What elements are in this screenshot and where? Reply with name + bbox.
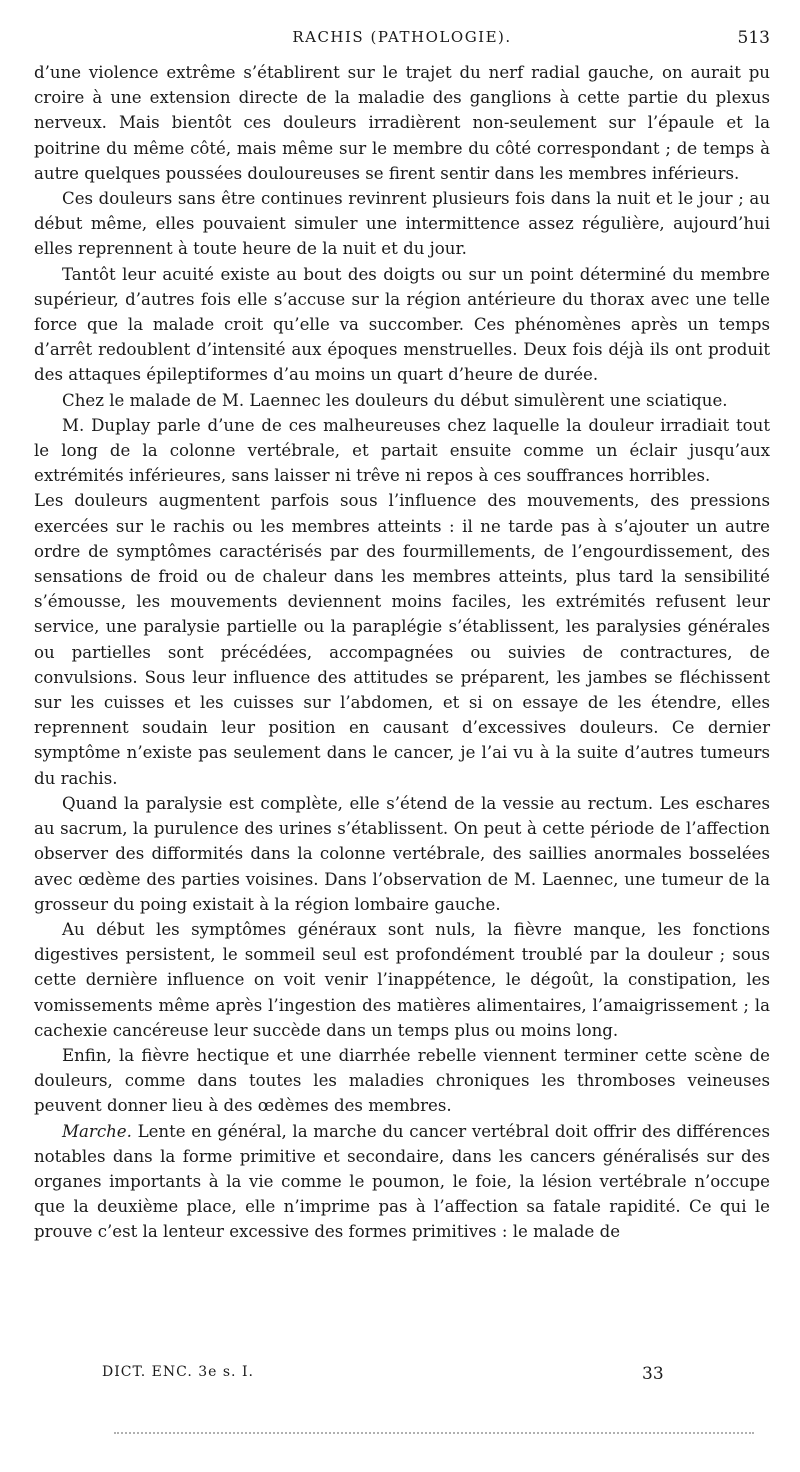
marche-heading: Marche. (62, 1121, 132, 1141)
paragraph: Enfin, la fièvre hectique et une diarrhée rebelle viennent terminer cette scène de douleurs, comme dans toutes les maladies chroniques les thromboses veineuses peuvent donner lieu à des œdèmes des membres. (34, 1045, 770, 1116)
page-number: 513 (737, 28, 770, 48)
running-head (34, 28, 770, 50)
printer-signature: DICT. ENC. 3e s. I. (102, 1364, 254, 1380)
sheet-number: 33 (642, 1364, 664, 1384)
paragraph: Au début les symptômes généraux sont nuls, la fièvre manque, les fonctions digestives persistent, le sommeil seul est profondément troublé par la douleur ; sous cette dernière influence on voit venir l’inappétence, le dégoût, la constipation, les vomissements même après l’ingestion des matières alimentaires, l’amaigrissement ; la cachexie cancéreuse leur succède dans un temps plus ou moins long. (34, 919, 770, 1040)
marche-text: Lente en général, la marche du cancer vertébral doit offrir des différences notables dans la forme primitive et secondaire, dans les cancers généralisés sur des organes importants à la vie comme le poumon, le foie, la lésion vertébrale n’occupe que la deuxième place, elle n’imprime pas à l’affection sa fatale rapidité. Ce qui le prouve c’est la lenteur excessive des formes primitives : le malade de (34, 1121, 770, 1242)
page-edge-artifact (114, 1432, 754, 1434)
paragraph: M. Duplay parle d’une de ces malheureuses chez laquelle la douleur irradiait tout le long de la colonne vertébrale, et partait ensuite comme un éclair jusqu’aux extrémités inférieures, sans laisser ni trêve ni repos à ces souffrances horribles. (34, 415, 770, 486)
marche-paragraph (34, 1119, 770, 1245)
body-text (34, 60, 770, 1245)
paragraph: Quand la paralysie est complète, elle s’étend de la vessie au rectum. Les eschares au sacrum, la purulence des urines s’établissent. On peut à cette période de l’affection observer des difformités dans la colonne vertébrale, des saillies anormales bosselées avec œdème des parties voisines. Dans l’observation de M. Laennec, une tumeur de la grosseur du poing existait à la région lombaire gauche. (34, 793, 770, 914)
running-title: RACHIS (PATHOLOGIE). (292, 28, 512, 46)
paragraph: Ces douleurs sans être continues revinrent plusieurs fois dans la nuit et le jour ; au début même, elles pouvaient simuler une intermittence assez régulière, aujourd’hui elles reprennent à toute heure de la nuit et du jour. (34, 189, 770, 259)
page-footer (34, 1364, 770, 1388)
paragraph: Chez le malade de M. Laennec les douleurs du début simulèrent une sciatique. (62, 390, 728, 410)
paragraph: Tantôt leur acuité existe au bout des doigts ou sur un point déterminé du membre supérieur, d’autres fois elle s’accuse sur la région antérieure du thorax avec une telle force que la malade croit qu’elle va succomber. Ces phénomènes après un temps d’arrêt redoublent d’intensité aux époques menstruelles. Deux fois déjà ils ont produit des attaques épileptiformes d’au moins un quart d’heure de durée. (34, 264, 770, 385)
book-page (34, 0, 770, 1472)
paragraph: Les douleurs augmentent parfois sous l’influence des mouvements, des pressions exercées sur le rachis ou les membres atteints : il ne tarde pas à s’ajouter un autre ordre de symptômes caractérisés par des fourmillements, de l’engourdissement, des sensations de froid ou de chaleur dans les membres atteints, plus tard la sensibilité s’émousse, les mouvements deviennent moins faciles, les extrémités refusent leur service, une paralysie partielle ou la paraplégie s’établissent, les paralysies générales ou partielles sont précédées, accompagnées ou suivies de contractures, de convulsions. Sous leur influence des attitudes se préparent, les jambes se fléchissent sur les cuisses et les cuisses sur l’abdomen, et si on essaye de les étendre, elles reprennent soudain leur position en causant d’excessives douleurs. Ce dernier symptôme n’existe pas seulement dans le cancer, je l’ai vu à la suite d’autres tumeurs du rachis. (34, 491, 770, 788)
paragraph: d’une violence extrême s’établirent sur le trajet du nerf radial gauche, on aurait pu croire à une extension directe de la maladie des ganglions à cette partie du plexus nerveux. Mais bientôt ces douleurs irradièrent non-seulement sur l’épaule et la poitrine du même côté, mais même sur le membre du côté correspondant ; de temps à autre quelques poussées douloureuses se firent sentir dans les membres inférieurs. (34, 63, 770, 183)
